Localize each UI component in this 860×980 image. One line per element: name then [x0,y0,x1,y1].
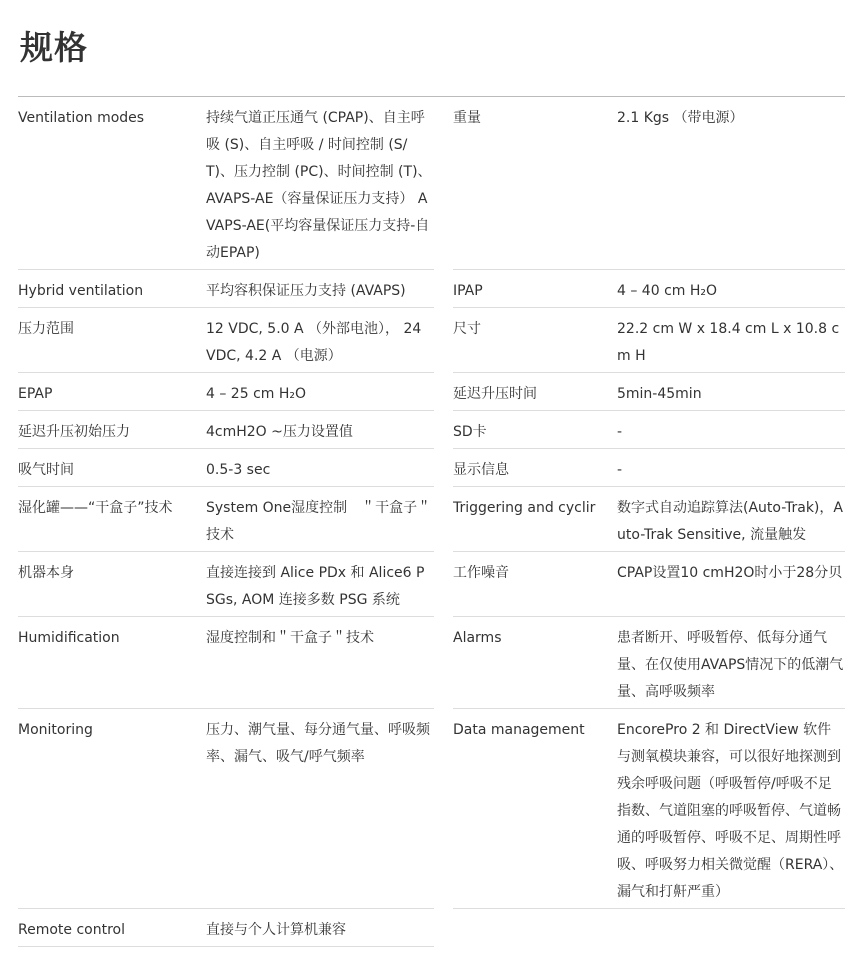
spec-row-noise [453,552,845,617]
spec-row-humidifier-drybox [18,487,434,552]
spec-value: 数字式自动追踪算法(Auto-Trak)，Auto-Trak Sensitive, 流量触发 [617,500,843,543]
spec-row-ramp-time [453,373,845,411]
spec-value: 持续气道正压通气 (CPAP)、自主呼吸 (S)、自主呼吸 / 时间控制 (S/T)、压力控制 (PC)、时间控制 (T)、AVAPS-AE（容量保证压力支持） AVAPS-AE(平均容量保证压力支持-自动EPAP) [206,110,432,261]
spec-label: 吸气时间 [18,462,74,478]
spec-value: 压力、潮气量、每分通气量、呼吸频率、漏气、吸气/呼气频率 [206,722,430,765]
spec-value: 直接连接到 Alice PDx 和 Alice6 PSGs, AOM 连接多数 PSG 系统 [206,565,425,608]
spec-row-triggering [453,487,845,552]
spec-label: 显示信息 [453,462,509,478]
spec-value: 0.5-3 sec [206,462,271,478]
spec-value: 4 – 25 cm H₂O [206,386,307,402]
spec-row-remote-control [18,909,434,947]
spec-label: 延迟升压时间 [453,386,537,402]
spec-value: 22.2 cm W x 18.4 cm L x 10.8 cm H [617,321,840,364]
spec-label: IPAP [453,283,483,299]
spec-row-dimensions [453,308,845,373]
spec-label: EPAP [18,386,53,402]
spec-value: 4 – 40 cm H₂O [617,283,718,299]
spec-row-pressure-range [18,308,434,373]
spec-label: Monitoring [18,722,93,738]
spec-value: System One湿度控制 ＂干盒子＂技术 [206,500,432,543]
spec-label: Triggering and cyclir [453,500,596,516]
spec-row-inspiratory-time [18,449,434,487]
spec-row-device [18,552,434,617]
spec-row-humidification [18,617,434,709]
spec-label: Alarms [453,630,502,646]
spec-label: SD卡 [453,424,487,440]
spec-value: 湿度控制和＂干盒子＂技术 [206,630,374,646]
spec-value: 5min-45min [617,386,702,402]
spec-row-alarms [453,617,845,709]
spec-row-display-info [453,449,845,487]
spec-label: 重量 [453,110,481,126]
spec-value: 平均容积保证压力支持 (AVAPS) [206,283,406,299]
spec-label: 尺寸 [453,321,481,337]
spec-row-monitoring [18,709,434,909]
spec-row-sd-card [453,411,845,449]
spec-label: 工作噪音 [453,565,509,581]
spec-row-weight [453,97,845,270]
spec-row-hybrid-ventilation [18,270,434,308]
spec-label: Ventilation modes [18,110,145,126]
spec-value: 12 VDC, 5.0 A （外部电池）， 24 VDC, 4.2 A （电源） [206,321,422,364]
spec-label: Hybrid ventilation [18,283,144,299]
spec-value: 2.1 Kgs （带电源） [617,110,744,126]
spec-value: 4cmH2O ~压力设置值 [206,424,353,440]
spec-label: 机器本身 [18,565,74,581]
spec-label: Remote control [18,922,125,938]
spec-value: 患者断开、呼吸暂停、低每分通气量、在仅使用AVAPS情况下的低潮气量、高呼吸频率 [617,630,844,700]
spec-value: EncorePro 2 和 DirectView 软件与测氧模块兼容，可以很好地探测到残余呼吸问题（呼吸暂停/呼吸不足指数、气道阻塞的呼吸暂停、气道畅通的呼吸暂停、呼吸不足、周期性呼吸、呼吸努力相关微觉醒（RERA）、漏气和打鼾严重） [617,722,844,900]
spec-label: 延迟升压初始压力 [18,424,130,440]
spec-value: - [617,462,623,478]
spec-row-ventilation-modes [18,97,434,270]
spec-label: Data management [453,722,585,738]
spec-value: - [617,424,623,440]
spec-value: 直接与个人计算机兼容 [206,922,346,938]
spec-value: CPAP设置10 cmH2O时小于28分贝 [617,565,843,581]
spec-label: 湿化罐——“干盒子”技术 [18,500,173,516]
spec-row-data-management [453,709,845,909]
spec-label: 压力范围 [18,321,74,337]
spec-table-right [453,97,845,909]
spec-row-ipap [453,270,845,308]
page-title: 规格 [20,28,88,67]
spec-table-left [18,97,434,947]
spec-label: Humidification [18,630,120,646]
spec-row-ramp-start-pressure [18,411,434,449]
spec-row-epap [18,373,434,411]
